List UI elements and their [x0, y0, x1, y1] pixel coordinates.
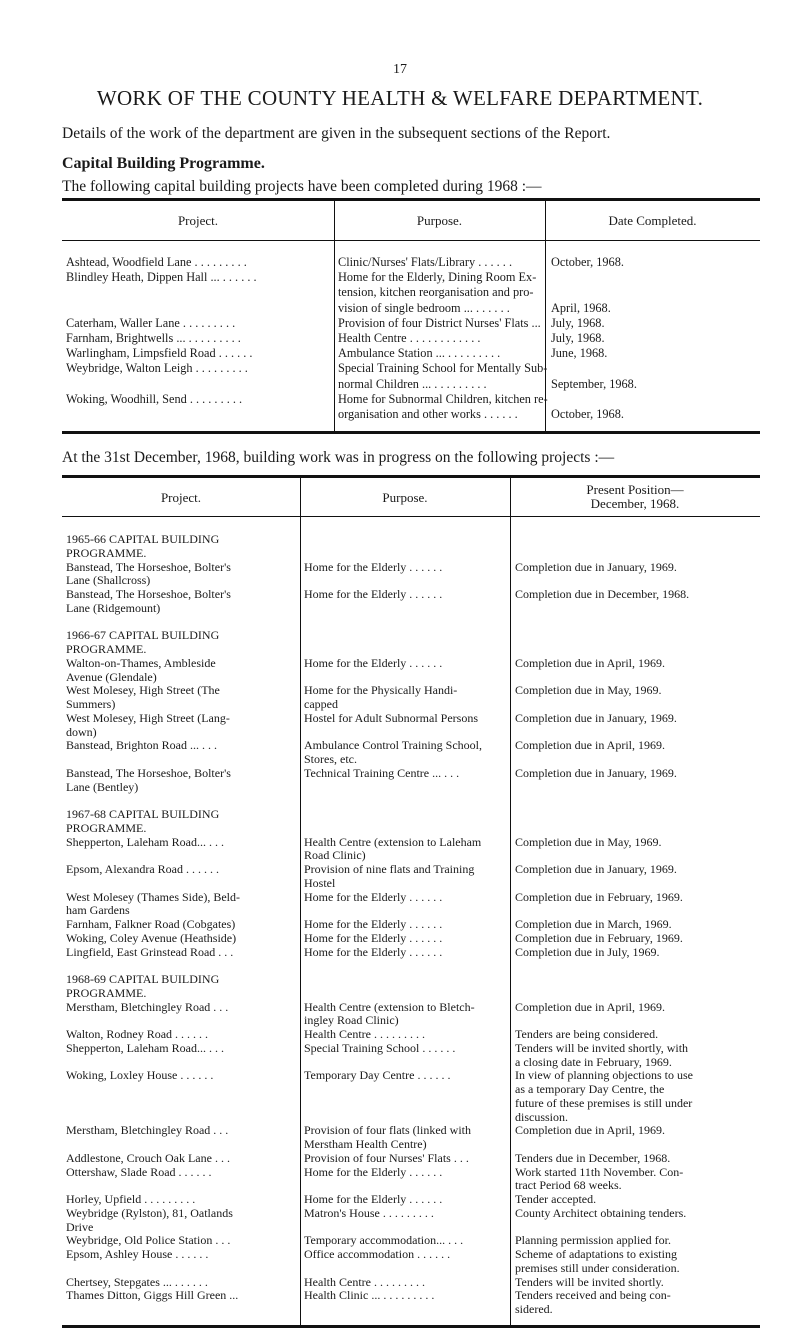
table2-cell: tract Period 68 weeks.	[515, 1178, 622, 1193]
table1-cell: Farnham, Brightwells ... . . . . . . . . .	[66, 331, 241, 345]
progress-intro: At the 31st December, 1968, building work was in progress on the following projects :—	[62, 449, 615, 467]
table2-cell: Farnham, Falkner Road (Cobgates)	[66, 917, 236, 932]
table2-cell: Shepperton, Laleham Road... . . .	[66, 834, 224, 849]
table1-cell: July, 1968.	[551, 331, 605, 345]
table2-cell: Home for the Elderly . . . . . .	[304, 655, 443, 670]
table1-cell: October, 1968.	[551, 407, 624, 421]
table1-bottom-rule	[62, 431, 760, 434]
table2-cell: Hostel	[304, 875, 336, 890]
table2-cell: Summers)	[66, 697, 116, 712]
table2-cell: Weybridge, Old Police Station . . .	[66, 1233, 231, 1248]
table1-cell: September, 1968.	[551, 376, 637, 391]
table1-cell: Weybridge, Walton Leigh . . . . . . . . .	[66, 361, 248, 376]
table2-header-position-line2: December, 1968.	[590, 496, 680, 512]
table1-cell: Warlingham, Limpsfield Road . . . . . .	[66, 346, 253, 361]
page-title: WORK OF THE COUNTY HEALTH & WELFARE DEPARTMENT.	[96, 86, 704, 110]
section-title: Capital Building Programme.	[62, 155, 265, 172]
table2-cell: Home for the Elderly . . . . . .	[304, 917, 443, 932]
table2-cell: Walton-on-Thames, Ambleside	[66, 655, 216, 670]
table2-cell: Completion due in January, 1969.	[515, 710, 677, 725]
table2-cell: Walton, Rodney Road . . . . . .	[66, 1027, 209, 1042]
table2-cell: future of these premises is still under	[515, 1095, 693, 1110]
table2-cell: Scheme of adaptations to existing	[515, 1247, 677, 1262]
table2-cell: Banstead, Brighton Road ... . . .	[66, 738, 217, 753]
section-intro: The following capital building projects have been completed during 1968 :—	[62, 178, 542, 195]
table2-cell: Ottershaw, Slade Road . . . . . .	[66, 1164, 212, 1179]
table2-bottom-rule	[62, 1325, 760, 1328]
table2-cell: Merstham, Bletchingley Road . . .	[66, 1123, 229, 1138]
table2-cell: Banstead, The Horseshoe, Bolter's	[66, 765, 231, 780]
table2-cell: ingley Road Clinic)	[304, 1013, 399, 1028]
table1-cell: Provision of four District Nurses' Flats ...	[338, 315, 541, 330]
table1-cell: Home for the Elderly, Dining Room Ex-	[338, 270, 537, 285]
table2-cell: Home for the Physically Handi-	[304, 683, 458, 698]
table1-cell: July, 1968.	[551, 315, 605, 330]
table2-cell: Provision of four flats (linked with	[304, 1123, 471, 1138]
table2-cell: 1965-66 CAPITAL BUILDING	[66, 532, 220, 547]
table2-cell: Matron's House . . . . . . . . .	[304, 1205, 434, 1220]
table2-cell: Woking, Coley Avenue (Heathside)	[66, 930, 237, 945]
table2-cell: Completion due in March, 1969.	[515, 917, 672, 932]
table2-cell: ham Gardens	[66, 903, 130, 918]
table2-cell: Completion due in April, 1969.	[515, 1123, 665, 1138]
table1-cell: Health Centre . . . . . . . . . . . .	[338, 331, 481, 345]
page-number: 17	[393, 62, 407, 77]
table2-cell: Lane (Ridgemount)	[66, 600, 161, 615]
table2-cell: West Molesey, High Street (Lang-	[66, 710, 230, 725]
table2-cell: Tenders due in December, 1968.	[515, 1150, 671, 1165]
table2-cell: discussion.	[515, 1109, 569, 1124]
table2-cell: 1967-68 CAPITAL BUILDING	[66, 807, 220, 822]
table2-cell: West Molesey, High Street (The	[66, 683, 220, 698]
table2-cell: Temporary Day Centre . . . . . .	[304, 1068, 451, 1083]
table2-cell: Completion due in January, 1969.	[515, 559, 677, 574]
table2-cell: Stores, etc.	[304, 752, 357, 767]
table2-cell: Health Centre . . . . . . . . .	[304, 1274, 425, 1289]
table2-cell: Health Centre . . . . . . . . .	[304, 1027, 425, 1042]
table1-header-purpose: Purpose.	[416, 213, 463, 228]
table2-cell: sidered.	[515, 1302, 553, 1317]
table1-cell: tension, kitchen reorganisation and pro-	[338, 285, 534, 300]
table1-cell: Special Training School for Mentally Sub-	[338, 361, 548, 376]
table1-col-divider-1	[334, 201, 335, 431]
table2-cell: Home for the Elderly . . . . . .	[304, 930, 443, 945]
table2-cell: Tenders will be invited shortly.	[515, 1274, 664, 1289]
table2-cell: premises still under consideration.	[515, 1260, 680, 1275]
table2-header-rule	[62, 516, 760, 517]
table2-cell: Weybridge (Rylston), 81, Oatlands	[66, 1205, 233, 1220]
table1-header-rule	[62, 240, 760, 241]
table2-cell: Provision of nine flats and Training	[304, 862, 475, 877]
table2-cell: 1968-69 CAPITAL BUILDING	[66, 972, 220, 987]
table2-cell: Home for the Elderly . . . . . .	[304, 559, 443, 574]
table2-cell: Temporary accommodation... . . .	[304, 1233, 464, 1248]
table2-cell: Tenders will be invited shortly, with	[515, 1040, 689, 1055]
table2-cell: Horley, Upfield . . . . . . . . .	[66, 1192, 196, 1207]
table2-cell: West Molesey (Thames Side), Beld-	[66, 889, 240, 904]
table2-cell: Completion due in May, 1969.	[515, 683, 662, 698]
table2-cell: County Architect obtaining tenders.	[515, 1205, 687, 1220]
table2-cell: capped	[304, 697, 338, 712]
table1-cell: October, 1968.	[551, 255, 624, 269]
table2-cell: Home for the Elderly . . . . . .	[304, 944, 443, 959]
table2-cell: Completion due in April, 1969.	[515, 999, 665, 1014]
table2-cell: Completion due in April, 1969.	[515, 655, 665, 670]
table2-cell: Shepperton, Laleham Road... . . .	[66, 1040, 224, 1055]
table2-cell: as a temporary Day Centre, the	[515, 1082, 665, 1097]
table2-cell: Home for the Elderly . . . . . .	[304, 1192, 443, 1207]
table2-cell: Planning permission applied for.	[515, 1233, 671, 1248]
table2-cell: Tender accepted.	[515, 1192, 597, 1207]
table2-cell: Home for the Elderly . . . . . .	[304, 889, 443, 904]
table2-cell: Completion due in April, 1969.	[515, 738, 665, 753]
table2-cell: Completion due in May, 1969.	[515, 834, 662, 849]
table2-cell: Completion due in January, 1969.	[515, 862, 677, 877]
table2-col-divider-2	[510, 478, 511, 1325]
table1-cell: organisation and other works . . . . . .	[338, 407, 518, 421]
table2-cell: Completion due in February, 1969.	[515, 889, 683, 904]
table1-cell: Clinic/Nurses' Flats/Library . . . . . .	[338, 255, 513, 269]
table1-cell: Home for Subnormal Children, kitchen re-	[338, 391, 548, 406]
intro-text: Details of the work of the department are given in the subsequent sections of the Report.	[62, 125, 611, 142]
table1-cell: normal Children ... . . . . . . . . .	[338, 376, 487, 391]
table2-cell: Epsom, Alexandra Road . . . . . .	[66, 862, 219, 877]
table1-cell: Blindley Heath, Dippen Hall ... . . . . . .	[66, 270, 257, 285]
table2-cell: Merstham Health Centre)	[304, 1137, 427, 1152]
table2-header-project: Project.	[160, 490, 202, 506]
table1-cell: vision of single bedroom ... . . . . . .	[338, 300, 510, 315]
table2-cell: Home for the Elderly . . . . . .	[304, 587, 443, 602]
table2-cell: Completion due in February, 1969.	[515, 930, 683, 945]
table1-header-date: Date Completed.	[608, 213, 697, 228]
table1-top-rule	[62, 198, 760, 201]
table2-cell: Ambulance Control Training School,	[304, 738, 482, 753]
table1-cell: Ambulance Station ... . . . . . . . . .	[338, 346, 501, 361]
table2-top-rule	[62, 475, 760, 478]
table2-cell: Addlestone, Crouch Oak Lane . . .	[66, 1150, 230, 1165]
table2-cell: Epsom, Ashley House . . . . . .	[66, 1247, 209, 1262]
table2-cell: Road Clinic)	[304, 848, 366, 863]
table2-cell: Completion due in January, 1969.	[515, 765, 677, 780]
table2-cell: Thames Ditton, Giggs Hill Green ...	[66, 1288, 239, 1303]
table2-cell: Special Training School . . . . . .	[304, 1040, 456, 1055]
table2-cell: In view of planning objections to use	[515, 1068, 693, 1083]
table2-cell: Tenders are being considered.	[515, 1027, 659, 1042]
table1-header-project: Project.	[177, 213, 219, 228]
table2-cell: Hostel for Adult Subnormal Persons	[304, 710, 478, 725]
table2-cell: Lingfield, East Grinstead Road . . .	[66, 944, 234, 959]
table1-cell: Woking, Woodhill, Send . . . . . . . . .	[66, 391, 243, 406]
table2-cell: Technical Training Centre ... . . .	[304, 765, 460, 780]
table2-cell: Work started 11th November. Con-	[515, 1164, 684, 1179]
table1-cell: April, 1968.	[551, 300, 611, 315]
table2-cell: down)	[66, 724, 97, 739]
table2-cell: PROGRAMME.	[66, 820, 147, 835]
table2-cell: Office accommodation . . . . . .	[304, 1247, 451, 1262]
table2-cell: PROGRAMME.	[66, 985, 147, 1000]
table2-cell: Woking, Loxley House . . . . . .	[66, 1068, 214, 1083]
table2-cell: Provision of four Nurses' Flats . . .	[304, 1150, 469, 1165]
table2-col-divider-1	[300, 478, 301, 1325]
table2-header-purpose: Purpose.	[382, 490, 428, 506]
table2-cell: Health Centre (extension to Laleham	[304, 834, 482, 849]
table2-cell: Lane (Bentley)	[66, 779, 139, 794]
table2-cell: PROGRAMME.	[66, 642, 147, 657]
table2-cell: a closing date in February, 1969.	[515, 1054, 672, 1069]
table2-cell: 1966-67 CAPITAL BUILDING	[66, 628, 220, 643]
table2-cell: Tenders received and being con-	[515, 1288, 671, 1303]
table2-cell: Drive	[66, 1219, 94, 1234]
table2-header-position-line1: Present Position—	[586, 482, 684, 498]
table2-cell: Completion due in July, 1969.	[515, 944, 660, 959]
table2-cell: Lane (Shallcross)	[66, 573, 151, 588]
table2-cell: Banstead, The Horseshoe, Bolter's	[66, 559, 231, 574]
table2-cell: Chertsey, Stepgates ... . . . . . .	[66, 1274, 208, 1289]
table1-cell: Caterham, Waller Lane . . . . . . . . .	[66, 315, 236, 330]
table2-cell: Home for the Elderly . . . . . .	[304, 1164, 443, 1179]
table2-cell: Banstead, The Horseshoe, Bolter's	[66, 587, 231, 602]
table2-cell: Merstham, Bletchingley Road . . .	[66, 999, 229, 1014]
table1-cell: Ashtead, Woodfield Lane . . . . . . . . .	[66, 255, 247, 269]
table2-cell: Avenue (Glendale)	[66, 669, 157, 684]
table2-cell: PROGRAMME.	[66, 545, 147, 560]
table2-cell: Health Clinic ... . . . . . . . . .	[304, 1288, 435, 1303]
table1-cell: June, 1968.	[551, 346, 608, 361]
table2-cell: Completion due in December, 1968.	[515, 587, 690, 602]
table2-cell: Health Centre (extension to Bletch-	[304, 999, 475, 1014]
